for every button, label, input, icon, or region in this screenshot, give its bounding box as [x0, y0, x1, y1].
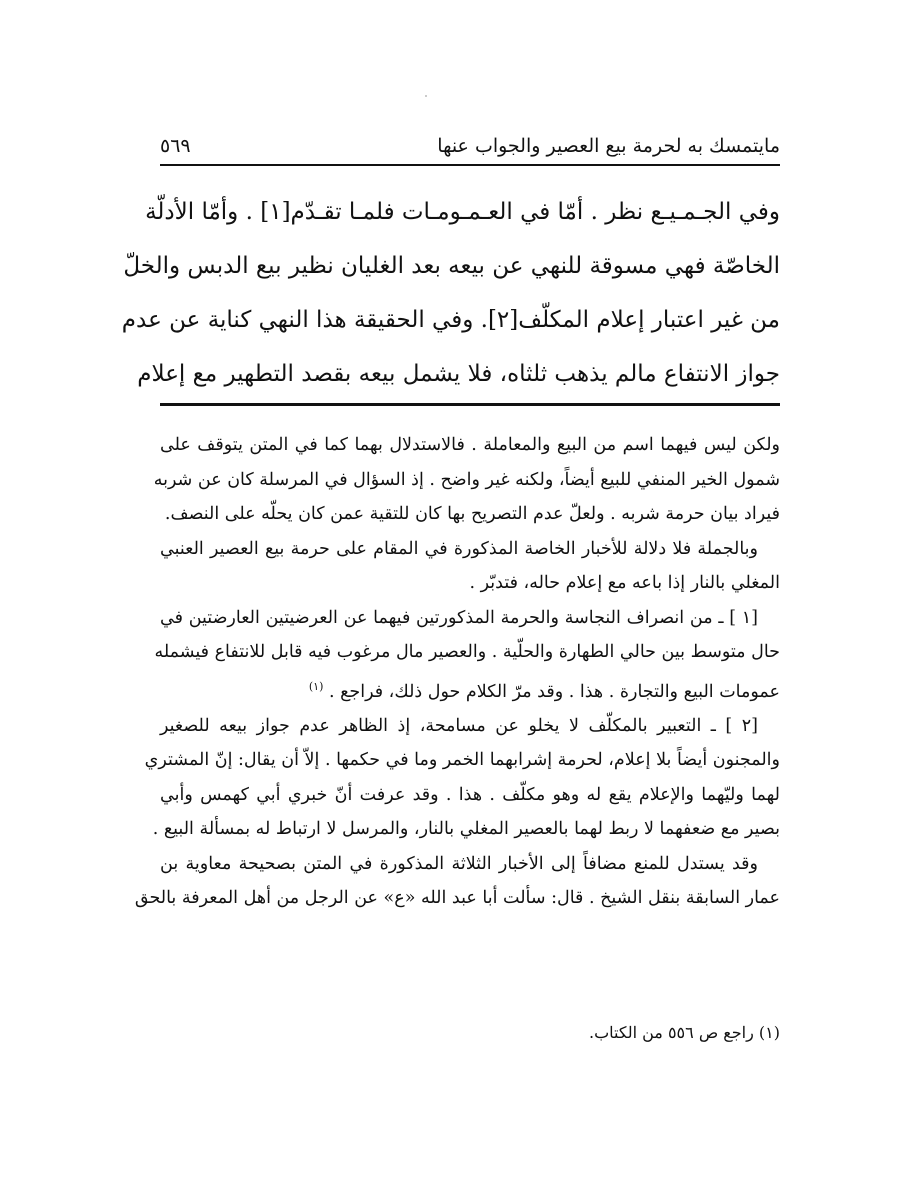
main-text-line: الخاصّة فهي مسوقة للنهي عن بيعه بعد الغليان نظير بيع الدبس والخلّ [123, 253, 780, 279]
bottom-footnote: (١) راجع ص ٥٥٦ من الكتاب. [589, 1023, 780, 1042]
notes-line: [١ ] ـ من انصراف النجاسة والحرمة المذكورتين فيهما عن العرضيتين العارضتين في [160, 607, 758, 628]
notes-paragraph [144, 709, 780, 847]
commentary-notes [134, 428, 780, 916]
page-number: ٥٦٩ [160, 135, 191, 157]
main-text-line: وفي الجـمـيـع نظر . أمّا في العـمـومـات فلمـا تقـدّم[١] . وأمّا الأدلّة [145, 199, 780, 225]
running-title: مايتمسك به لحرمة بيع العصير والجواب عنها [437, 135, 780, 157]
notes-line: وبالجملة فلا دلالة للأخبار الخاصة المذكورة في المقام على حرمة بيع العصير العنبي [160, 538, 758, 559]
page-header [160, 130, 780, 162]
notes-paragraph [134, 847, 780, 916]
footnote-reference: (١) [308, 679, 324, 693]
notes-line: بصير مع ضعفهما لا ربط لهما بالعصير المغلي بالنار، والمرسل لا ارتباط له بمسألة البيع . [152, 819, 780, 840]
notes-line: لهما وليّهما والإعلام يقع له وهو مكلّف . هذا . وقد عرفت أنّ خبري أبي كهمس وأبي [160, 784, 780, 805]
notes-line: والمجنون أيضاً بلا إعلام، لحرمة إشرابهما الخمر وما في حكمها . إلاّ أن يقال: إنّ المشتري [144, 750, 780, 771]
notes-line: حال متوسط بين حالي الطهارة والحلّية . والعصير مال مرغوب فيه قابل للانتفاع فيشمله [154, 642, 780, 662]
notes-paragraph [160, 532, 780, 601]
notes-paragraph [153, 428, 780, 532]
header-rule [160, 164, 780, 166]
notes-paragraph [154, 601, 780, 709]
notes-line: عمار السابقة بنقل الشيخ . قال: سألت أبا عبد الله «ع» عن الرجل من أهل المعرفة بالحق [134, 888, 780, 909]
notes-line: ولكن ليس فيهما اسم من البيع والمعاملة . فالاستدلال بهما كما في المتن يتوقف على [160, 435, 780, 455]
main-text-line: جواز الانتفاع مالم يذهب ثلثاه، فلا يشمل بيعه بقصد التطهير مع إعلام [137, 361, 780, 387]
notes-line: [٢ ] ـ التعبير بالمكلّف لا يخلو عن مسامحة، إذ الظاهر عدم جواز بيعه للصغير [160, 715, 758, 736]
notes-line-text: عمومات البيع والتجارة . هذا . وقد مرّ الكلام حول ذلك، فراجع . [328, 681, 780, 702]
main-text-line: من غير اعتبار إعلام المكلّف[٢]. وفي الحقيقة هذا النهي كناية عن عدم [121, 307, 780, 333]
notes-line: شمول الخير المنفي للبيع أيضاً، ولكنه غير واضح . إذ السؤال في المرسلة كان عن شربه [153, 469, 780, 490]
notes-line-with-ref [160, 670, 780, 709]
main-text [121, 185, 780, 401]
scan-speck [425, 95, 427, 97]
notes-separator-rule [160, 403, 780, 406]
notes-line: المغلي بالنار إذا باعه مع إعلام حاله، فتدبّر . [469, 573, 780, 593]
notes-line: فيراد بيان حرمة شربه . ولعلّ عدم التصريح بها كان للتقية عمن كان يحلّه على النصف. [164, 504, 780, 524]
notes-line: وقد يستدل للمنع مضافاً إلى الأخبار الثلاثة المذكورة في المتن بصحيحة معاوية بن [160, 853, 758, 874]
